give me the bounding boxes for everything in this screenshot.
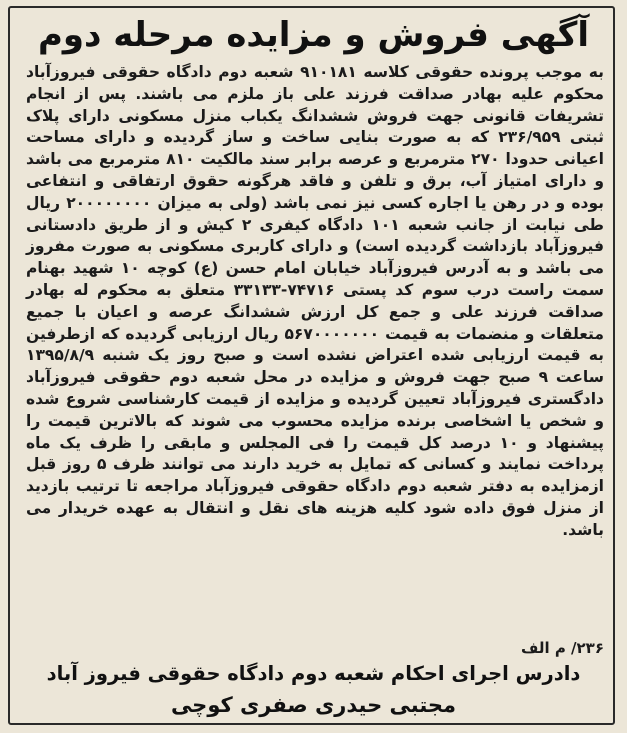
notice-title: آگهی فروش و مزایده مرحله دوم: [37, 15, 590, 55]
notice-code: ۲۳۶/ م الف: [520, 639, 604, 657]
footer-office: دادرس اجرای احکام شعبه دوم دادگاه حقوقی فیروز آباد: [46, 662, 581, 685]
notice-body: به موجب پرونده حقوقی کلاسه ۹۱۰۱۸۱ شعبه دوم دادگاه حقوقی فیروزآباد محکوم علیه بهادر صداقت فرزند علی باز ملزم می باشند. پس از انجام تشریفات قانونی جهت فروش ششدانگ یکباب منزل مسکونی دارای پلاک ثبتی ۲۳۶/۹۵۹ که به صورت بنایی ساخت و ساز گردیده و دارای مساحت اعیانی حدودا ۲۷۰ مترمربع و عرصه برابر سند مالکیت ۸۱۰ مترمربع می باشد و دارای امتیاز آب، برق و تلفن و فاقد هرگونه حقوق ارتفاقی و انتفاعی بوده و در رهن یا اجاره کسی نیز نمی باشد (ولی به میزان ۲۰۰۰۰۰۰۰۰ ریال طی نیابت از جانب شعبه ۱۰۱ دادگاه کیفری ۲ کیش و از طریق دادستانی فیروزآباد بازداشت گردیده است) و دارای کاربری مسکونی به صورت مفروز می باشد و به آدرس فیروزآباد خیابان امام حسن (ع) کوچه ۱۰ شهید بهنام سمت راست درب سوم کد پستی ۷۴۷۱۶-۳۳۱۳۳ متعلق به محکوم له بهادر صداقت فرزند علی و جمع کل ارزش ششدانگ عرصه و اعیان با جمیع متعلقات و منضمات به قیمت ۵۶۷۰۰۰۰۰۰۰ ریال ارزیابی گردیده که ازطرفین به قیمت ارزیابی شده اعتراض نشده است و صبح روز یک شنبه ۱۳۹۵/۸/۹ ساعت ۹ صبح جهت فروش و مزایده در محل شعبه دوم حقوقی فیروزآباد دادگستری فیروزآباد تعیین گردیده و مزایده از قیمت کارشناسی شروع شده و شخص یا اشخاصی برنده مزایده محسوب می شوند که بالاترین قیمت را پیشنهاد و ۱۰ درصد کل قیمت را فی المجلس و مابقی را ظرف یک ماه پرداخت نمایند و کسانی که تمایل به خرید دارند می توانند ظرف ۵ روز قبل ازمزایده به دفتر شعبه دوم دادگاه حقوقی فیروزآباد مراجعه تا ترتیب بازدید از منزل فوق داده شود کلیه هزینه های نقل و انتقال به عهده خریدار می باشد.: [26, 63, 605, 539]
footer-signatory: مجتبی حیدری صفری کوچی: [170, 693, 457, 717]
